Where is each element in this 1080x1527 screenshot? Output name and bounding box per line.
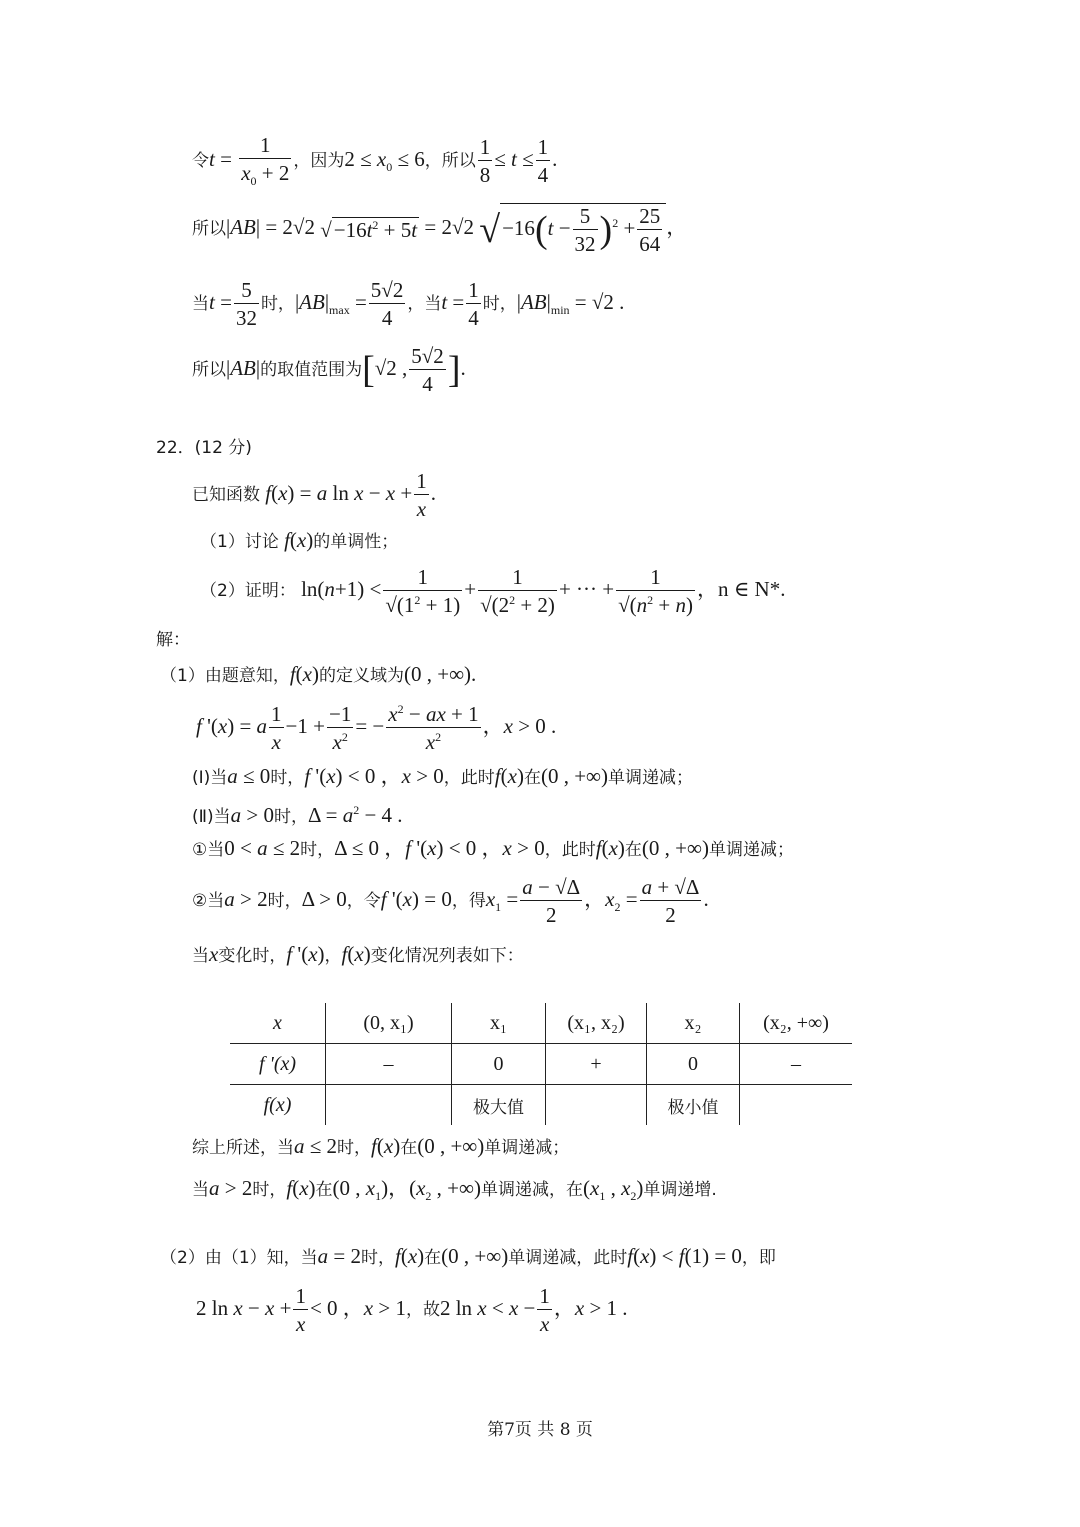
table-cell: 极小值	[647, 1085, 740, 1126]
table-cell: –	[326, 1044, 452, 1085]
line-substitution: 令t = $\frac{1}{x_0 + 2}$ ，因为$2 \le x_0 \le 6$，所以 $\frac{1}{8}$ ≤ t ≤ $\frac{1}{4}$ .	[192, 133, 558, 189]
table-cell: f(x)	[263, 1093, 292, 1116]
solution-label: 解：	[156, 630, 190, 650]
table-cell: +	[546, 1044, 647, 1085]
table-cell: 极大值	[452, 1085, 546, 1126]
table-cell	[546, 1085, 647, 1126]
part2-inequality: 2 ln x − x + $\frac{1}{x}$ < 0 ，x > 1，故2 ln x < x − $\frac{1}{x}$ ，x > 1 .	[196, 1284, 628, 1337]
case-2: (Ⅱ)当a > 0时，$\Delta = a^2 - 4$ .	[192, 803, 403, 827]
table-row	[230, 1044, 852, 1085]
table-row	[230, 1085, 852, 1126]
solution-domain: （1）由题意知，f(x)的定义域为(0 , +∞).	[160, 662, 477, 686]
table-cell: (x₂, +∞)	[740, 1003, 853, 1044]
summary-2: 当a > 2时，f(x)在(0 , $x_1$)，($x_2$ , +∞)单调递减，在($x_1$ , $x_2$)单调递增.	[192, 1176, 717, 1204]
table-cell: 0	[647, 1044, 740, 1085]
table-cell: x₂	[647, 1003, 740, 1044]
table-cell	[326, 1085, 452, 1126]
table-row	[230, 1003, 852, 1044]
case-1: (Ⅰ)当a ≤ 0时，f '(x) < 0 ，x > 0，此时f(x)在(0 , +∞)单调递减；	[192, 764, 694, 788]
table-cell	[740, 1085, 853, 1126]
solution-derivative: f '(x) = a $\frac{1}{x}$ −1 + $\frac{-1}{x^2}$ = − $\frac{x^2 - ax + 1}{x^2}$ ，x > 0 .	[196, 702, 557, 755]
line-ab-expression: 所以|AB| = 2√2 $√-16t^2 + 5t = 2√2$ √−16(t − $\frac{5}{32}$ )$^2$ + $\frac{25}{64}$ ，	[192, 204, 688, 257]
page-footer: 第7页 共 8 页	[487, 1420, 593, 1440]
line-extrema: 当t = $\frac{5}{32}$ 时，$|AB|_{max}$ = $\frac{5√2}{4}$ ，当t = $\frac{1}{4}$ 时，$|AB|_{min} = √2$ .	[192, 278, 625, 331]
variation-table	[230, 1003, 852, 1125]
case-2-2: ②当a > 2时，Δ > 0，令f '(x) = 0，得$x_1$ = $\frac{a - √\Delta}{2}$ ，$x_2$ = $\frac{a + √\Delta}{2}$ .	[192, 875, 709, 928]
table-cell: –	[740, 1044, 853, 1085]
case-2-1: ①当0 < a ≤ 2时，Δ ≤ 0 ，f '(x) < 0 ，x > 0，此时f(x)在(0 , +∞)单调递减；	[192, 836, 794, 860]
problem-part2: （2）证明： ln(n+1) < $\frac{1}{√(1^2 + 1)}$ + $\frac{1}{√(2^2 + 2)}$ + ··· + $\frac{1}{√(n^2 + n)}$ ，n ∈ N*.	[200, 565, 786, 618]
problem-function: 已知函数 f(x) = a ln x − x + $\frac{1}{x}$ .	[192, 469, 436, 522]
part2-solution: （2）由（1）知，当a = 2时，f(x)在(0 , +∞)单调递减，此时f(x) < f(1) = 0，即	[160, 1244, 776, 1268]
table-cell: (0, x₁)	[326, 1003, 452, 1044]
table-cell: (x₁, x₂)	[546, 1003, 647, 1044]
summary-1: 综上所述，当a ≤ 2时，f(x)在(0 , +∞)单调递减；	[192, 1134, 570, 1158]
line-range: 所以|AB|的取值范围为[√2 , $\frac{5√2}{4}$ ].	[192, 344, 466, 397]
table-cell: f '(x)	[230, 1044, 326, 1085]
problem-part1: （1）讨论 f(x)的单调性；	[200, 528, 399, 552]
table-cell: x₁	[452, 1003, 546, 1044]
table-cell: 0	[452, 1044, 546, 1085]
table-intro: 当x变化时，f '(x)，f(x)变化情况列表如下：	[192, 942, 524, 966]
problem-number: 22．(12 分)	[156, 438, 252, 458]
table-cell: x	[230, 1003, 326, 1044]
